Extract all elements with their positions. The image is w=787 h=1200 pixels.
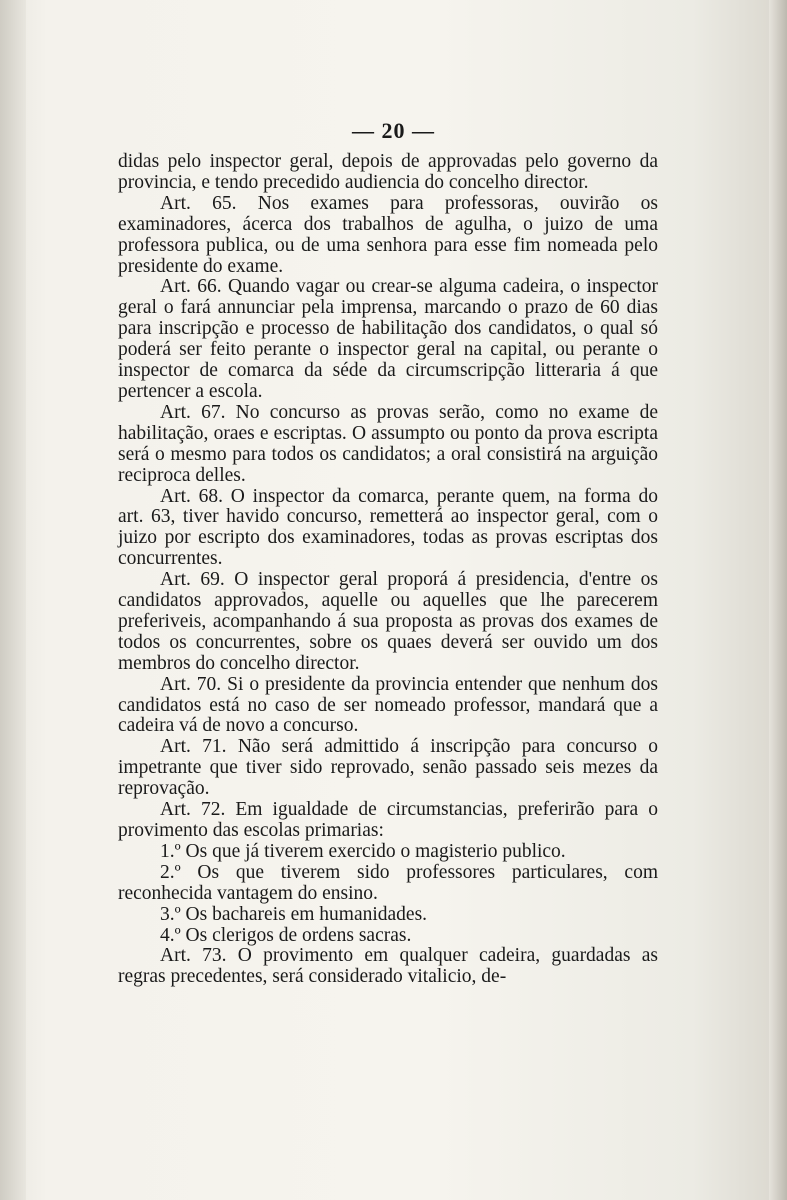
paragraph-art-71: Art. 71. Não será admittido á inscripção para concurso o impetrante que tiver sido reprovado, senão passado seis mezes da reprovação. <box>118 736 658 800</box>
paragraph-art-65: Art. 65. Nos exames para professoras, ouvirão os examinadores, ácerca dos trabalhos de agulha, o juizo de uma professora publica, ou de uma senhora para esse fim nomeada pelo presidente do exame. <box>118 192 658 277</box>
page-right-edge <box>769 0 787 1200</box>
paragraph-art-67: Art. 67. No concurso as provas serão, como no exame de habilitação, oraes e escriptas. O assumpto ou ponto da prova escripta será o mesmo para todos os candidatos; a oral consistirá na arguição reciproca delles. <box>118 401 658 486</box>
paragraph-art-66: Art. 66. Quando vagar ou crear-se alguma cadeira, o inspector geral o fará annunciar pela imprensa, marcando o prazo de 60 dias para inscripção e processo de habilitação dos candidatos, o qual só poderá ser feito perante o inspector geral na capital, ou perante o inspector de comarca da séde da circumscripção litteraria á que pertencer a escola. <box>118 276 658 402</box>
paragraph-art-70: Art. 70. Si o presidente da provincia entender que nenhum dos candidatos está no caso de ser nomeado professor, mandará que a cadeira vá de novo a concurso. <box>118 673 658 737</box>
list-item-2: 2.º Os que tiverem sido professores particulares, com reconhecida vantagem do ensino. <box>118 861 658 904</box>
page-left-edge <box>0 0 26 1200</box>
list-item-3: 3.º Os bachareis em humanidades. <box>160 903 428 925</box>
list-item-1: 1.º Os que já tiverem exercido o magisterio publico. <box>160 840 566 862</box>
body-text <box>118 152 658 988</box>
list-item-4: 4.º Os clerigos de ordens sacras. <box>160 924 412 946</box>
paragraph-art-69: Art. 69. O inspector geral proporá á presidencia, d'entre os candidatos approvados, aquelle ou aquelles que lhe parecerem preferiveis, acompanhando á sua proposta as provas dos exames de todos os concurrentes, sobre os quaes deverá ser ouvido um dos membros do concelho director. <box>118 569 658 674</box>
paragraph-art-73: Art. 73. O provimento em qualquer cadeira, guardadas as regras precedentes, será considerado vitalicio, de- <box>118 945 658 988</box>
page-number: — 20 — <box>352 118 435 143</box>
paragraph-continuation: didas pelo inspector geral, depois de approvadas pelo governo da provincia, e tendo precedido audiencia do concelho director. <box>118 151 658 193</box>
paragraph-art-68: Art. 68. O inspector da comarca, perante quem, na forma do art. 63, tiver havido concurso, remetterá ao inspector geral, com o juizo por escripto dos examinadores, todas as provas escriptas dos concurrentes. <box>118 485 658 570</box>
paragraph-art-72: Art. 72. Em igualdade de circumstancias, preferirão para o provimento das escolas primarias: <box>118 799 658 841</box>
